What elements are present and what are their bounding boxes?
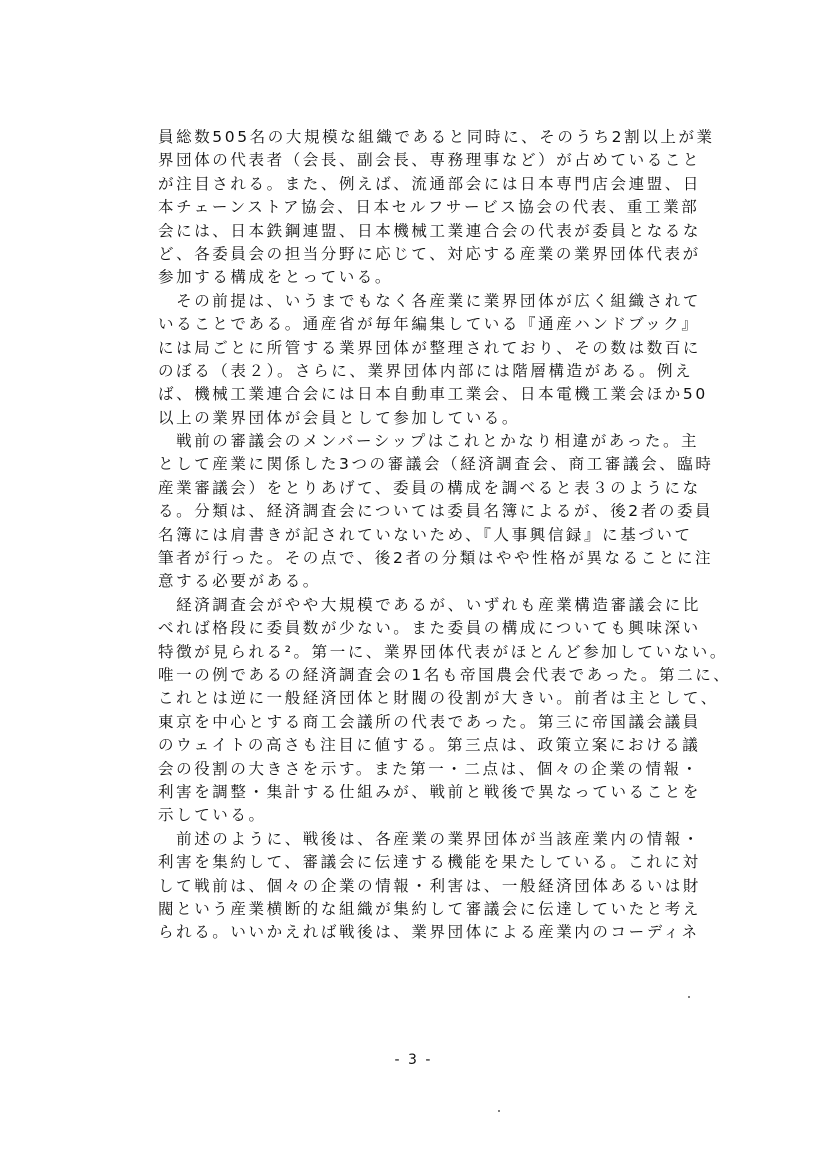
text-line: 唯一の例であるの経済調査会の1名も帝国農会代表であった。第二に、: [158, 665, 732, 684]
text-line: る。分類は、経済調査会については委員名簿によるが、後2者の委員: [158, 502, 714, 521]
text-line: して戦前は、個々の企業の情報・利害は、一般経済団体あるいは財: [158, 876, 702, 895]
scan-speck: [688, 996, 690, 998]
text-line: 意する必要がある。: [158, 572, 321, 591]
text-line: その前提は、いうまでもなく各産業に業界団体が広く組織されて: [158, 291, 702, 310]
text-line: 界団体の代表者（会長、副会長、専務理事など）が占めていること: [158, 151, 702, 170]
text-line: 東京を中心とする商工会議所の代表であった。第三に帝国議会議員: [158, 712, 701, 731]
text-line: 以上の業界団体が会員として参加している。: [158, 408, 521, 427]
text-line: 会には、日本鉄鋼連盟、日本機械工業連合会の代表が委員となるな: [158, 221, 702, 240]
text-line: には局ごとに所管する業界団体が整理されており、その数は数百に: [158, 338, 702, 357]
text-line: 特徴が見られる²。第一に、業界団体代表がほとんど参加していない。: [158, 642, 728, 661]
text-line: 戦前の審議会のメンバーシップはこれとかなり相違があった。主: [158, 432, 700, 451]
text-line: のぼる（表２）。さらに、業界団体内部には階層構造がある。例え: [158, 361, 694, 380]
text-line: として産業に関係した3つの審議会（経済調査会、商工審議会、臨時: [158, 455, 714, 474]
text-line: 名簿には肩書きが記されていないため、『人事興信録』に基づいて: [158, 525, 693, 544]
text-line: ば、機械工業連合会には日本自動車工業会、日本電機工業会ほか50: [158, 385, 708, 404]
text-line: 筆者が行った。その点で、後2者の分類はやや性格が異なることに注: [158, 549, 714, 568]
text-line: 会の役割の大きさを示す。また第一・二点は、個々の企業の情報・: [158, 759, 700, 778]
text-line: 員総数505名の大規模な組織であると同時に、そのうち2割以上が業: [158, 128, 715, 146]
text-line: 産業審議会）をとりあげて、委員の構成を調べると表３のようにな: [158, 478, 701, 497]
text-line: が注目される。また、例えば、流通部会には日本専門店会連盟、日: [158, 174, 702, 193]
text-line: 参加する構成をとっている。: [158, 268, 393, 287]
text-line: 本チェーンストア協会、日本セルフサービス協会の代表、重工業部: [158, 198, 700, 217]
text-line: 閥という産業横断的な組織が集約して審議会に伝達していたと考え: [158, 899, 702, 918]
page-number: - 3 -: [394, 1052, 433, 1068]
text-line: 示している。: [158, 806, 267, 825]
text-line: 前述のように、戦後は、各産業の業界団体が当該産業内の情報・: [158, 829, 702, 848]
text-line: 経済調査会がやや大規模であるが、いずれも産業構造審議会に比: [158, 595, 702, 614]
text-line: これとは逆に一般経済団体と財閥の役割が大きい。前者は主として、: [158, 689, 719, 708]
text-line: のウェイトの高さも注目に値する。第三点は、政策立案における議: [158, 736, 701, 755]
text-line: られる。いいかえれば戦後は、業界団体による産業内のコーディネ: [158, 923, 700, 942]
text-line: いることである。通産省が毎年編集している『通産ハンドブック』: [158, 315, 700, 334]
text-line: ど、各委員会の担当分野に応じて、対応する産業の業界団体代表が: [158, 244, 701, 263]
body-text: [158, 126, 732, 945]
text-line: 利害を調整・集計する仕組みが、戦前と戦後で異なっていることを: [158, 782, 702, 801]
scan-speck: [498, 1110, 500, 1112]
text-line: べれば格段に委員数が少ない。また委員の構成についても興味深い: [158, 619, 701, 638]
text-line: 利害を集約して、審議会に伝達する機能を果たしている。これに対: [158, 853, 701, 872]
